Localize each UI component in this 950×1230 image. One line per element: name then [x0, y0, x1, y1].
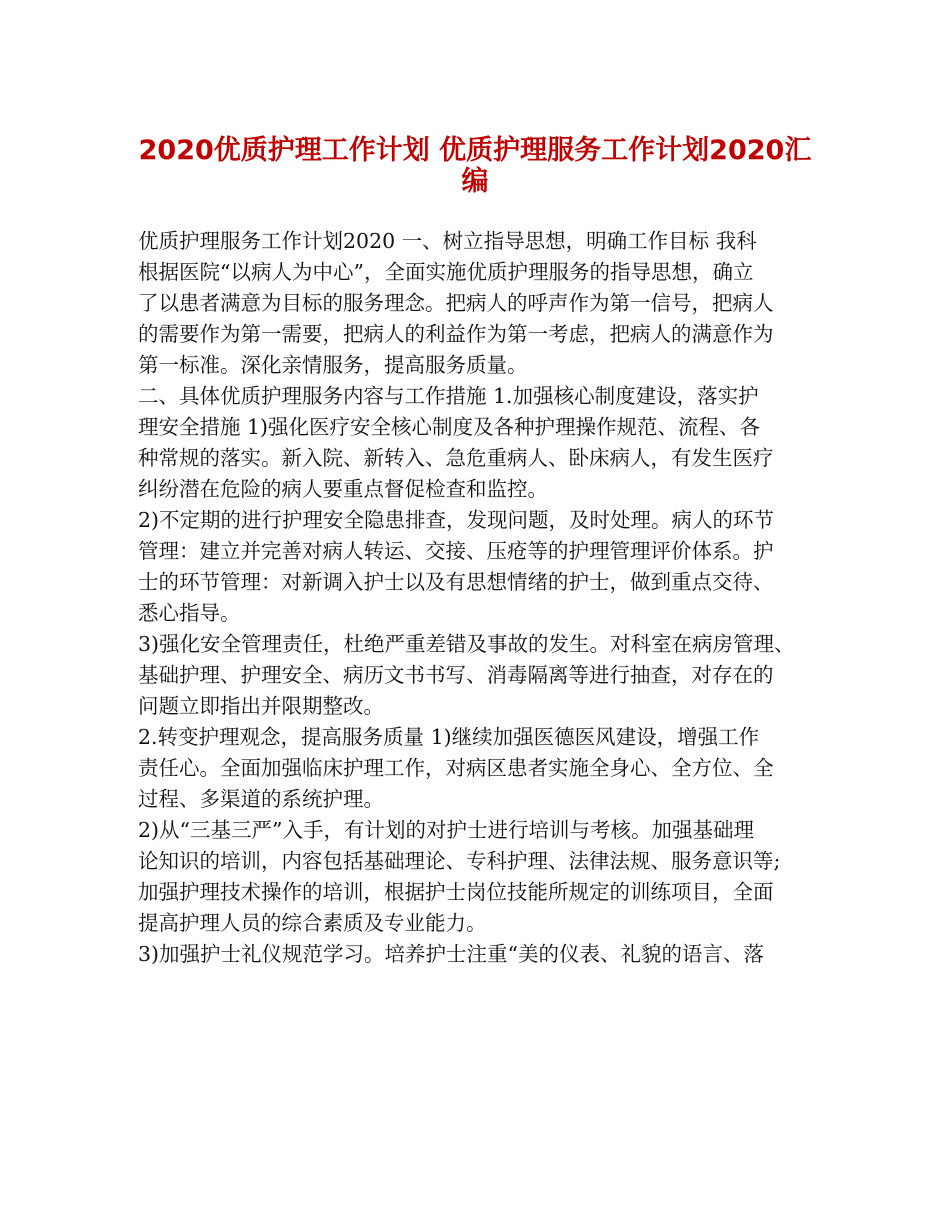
text-line: 提高护理人员的综合素质及专业能力。: [138, 911, 487, 935]
text-line: 加强护理技术操作的培训，根据护士岗位技能所规定的训练项目，全面: [138, 880, 774, 904]
paragraph: [138, 629, 828, 722]
text-line: 3)加强护士礼仪规范学习。培养护士注重“美的仪表、礼貌的语言、落: [138, 942, 765, 966]
document-title: [130, 128, 820, 197]
text-line: 责任心。全面加强临床护理工作，对病区患者实施全身心、全方位、全: [138, 756, 774, 780]
text-line: 3)强化安全管理责任，杜绝严重差错及事故的发生。对科室在病房管理、: [138, 632, 795, 656]
text-line: 过程、多渠道的系统护理。: [138, 787, 384, 811]
text-line: 问题立即指出并限期整改。: [138, 694, 384, 718]
paragraph: [138, 815, 828, 939]
text-line: 论知识的培训，内容包括基础理论、专科护理、法律法规、服务意识等;: [138, 849, 781, 873]
text-line: 的需要作为第一需要，把病人的利益作为第一考虑，把病人的满意作为: [138, 322, 774, 346]
text-line: 第一标准。深化亲情服务，提高服务质量。: [138, 353, 528, 377]
text-line: 优质护理服务工作计划2020 一、树立指导思想，明确工作目标 我科: [138, 229, 757, 253]
text-line: 根据医院“以病人为中心”，全面实施优质护理服务的指导思想，确立: [138, 260, 754, 284]
paragraph: [138, 381, 828, 505]
text-line: 2.转变护理观念，提高服务质量 1)继续加强医德医风建设，增强工作: [138, 725, 760, 749]
text-line: 纠纷潜在危险的病人要重点督促检查和监控。: [138, 477, 548, 501]
text-line: 理安全措施 1)强化医疗安全核心制度及各种护理操作规范、流程、各: [138, 415, 761, 439]
document-body: [138, 226, 828, 970]
paragraph: [138, 939, 828, 970]
paragraph: [138, 722, 828, 815]
text-line: 管理：建立并完善对病人转运、交接、压疮等的护理管理评价体系。护: [138, 539, 774, 563]
paragraph: [138, 505, 828, 629]
paragraph: [138, 226, 828, 381]
text-line: 了以患者满意为目标的服务理念。把病人的呼声作为第一信号，把病人: [138, 291, 774, 315]
text-line: 悉心指导。: [138, 601, 241, 625]
text-line: 种常规的落实。新入院、新转入、急危重病人、卧床病人，有发生医疗: [138, 446, 774, 470]
title-line: 2020优质护理工作计划 优质护理服务工作计划2020汇: [138, 135, 812, 166]
title-line: 编: [461, 166, 489, 197]
text-line: 二、具体优质护理服务内容与工作措施 1.加强核心制度建设，落实护: [138, 384, 759, 408]
text-line: 基础护理、护理安全、病历文书书写、消毒隔离等进行抽查，对存在的: [138, 663, 774, 687]
text-line: 2)不定期的进行护理安全隐患排查，发现问题，及时处理。病人的环节: [138, 508, 775, 532]
text-line: 士的环节管理：对新调入护士以及有思想情绪的护士，做到重点交待、: [138, 570, 774, 594]
text-line: 2)从“三基三严”入手，有计划的对护士进行培训与考核。加强基础理: [138, 818, 754, 842]
